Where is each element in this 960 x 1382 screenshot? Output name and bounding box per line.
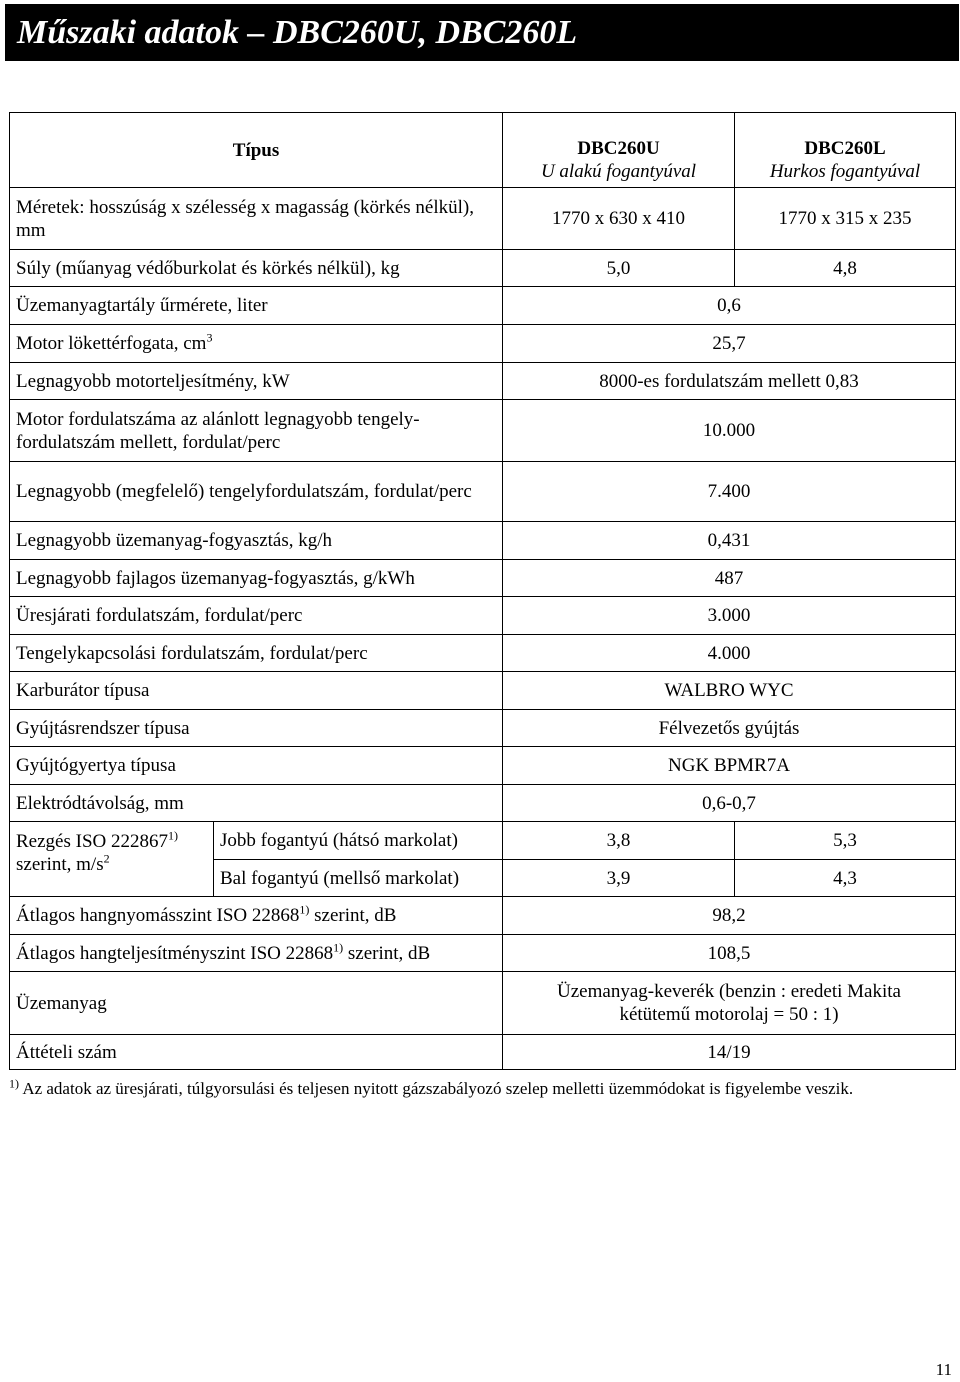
table-row bbox=[10, 287, 956, 325]
table-row bbox=[10, 250, 956, 287]
table-row bbox=[10, 363, 956, 400]
row-label: Méretek: hosszúság x szélesség x magasság (körkés nélkül), mm bbox=[10, 188, 503, 250]
table-row bbox=[10, 597, 956, 635]
row-value: NGK BPMR7A bbox=[503, 747, 956, 785]
row-value: 0,6 bbox=[503, 287, 956, 325]
row-value: 0,6-0,7 bbox=[503, 785, 956, 822]
table-row bbox=[10, 972, 956, 1035]
table-row bbox=[10, 935, 956, 972]
table-row bbox=[10, 1035, 956, 1070]
footnote-marker: 1) bbox=[9, 1076, 19, 1091]
table-row bbox=[10, 822, 956, 860]
vibration-front-u: 3,9 bbox=[503, 860, 735, 897]
vibration-front-label: Bal fogantyú (mellső markolat) bbox=[214, 860, 503, 897]
row-value: 487 bbox=[503, 560, 956, 597]
model-u: DBC260U bbox=[503, 113, 735, 160]
table-row bbox=[10, 462, 956, 522]
row-label: Motor fordulatszáma az alánlott legnagyobb tengely-fordulatszám mellett, fordulat/perc bbox=[10, 400, 503, 462]
type-label: Típus bbox=[10, 113, 503, 188]
row-value: 8000-es fordulatszám mellett 0,83 bbox=[503, 363, 956, 400]
row-value: 3.000 bbox=[503, 597, 956, 635]
row-value: WALBRO WYC bbox=[503, 672, 956, 710]
table-row bbox=[10, 710, 956, 747]
spec-table bbox=[9, 112, 956, 1070]
table-row bbox=[10, 897, 956, 935]
row-label: Üzemanyagtartály űrmérete, liter bbox=[10, 287, 503, 325]
row-label: Karburátor típusa bbox=[10, 672, 503, 710]
table-row bbox=[10, 785, 956, 822]
table-row bbox=[10, 188, 956, 250]
row-value-u: 1770 x 630 x 410 bbox=[503, 188, 735, 250]
footnote-text: Az adatok az üresjárati, túlgyorsulási és teljesen nyitott gázszabályozó szelep melletti üzemmódokat is figyelembe veszik. bbox=[22, 1079, 854, 1098]
table-row bbox=[10, 325, 956, 363]
row-label: Üzemanyag bbox=[10, 972, 503, 1035]
row-label: Áttételi szám bbox=[10, 1035, 503, 1070]
row-value: 10.000 bbox=[503, 400, 956, 462]
table-row bbox=[10, 522, 956, 560]
row-value: 98,2 bbox=[503, 897, 956, 935]
row-value-l: 1770 x 315 x 235 bbox=[735, 188, 956, 250]
model-l: DBC260L bbox=[735, 113, 956, 160]
row-label: Legnagyobb motorteljesítmény, kW bbox=[10, 363, 503, 400]
model-l-sub: Hurkos fogantyúval bbox=[735, 160, 956, 188]
row-value: 4.000 bbox=[503, 635, 956, 672]
row-label: Súly (műanyag védőburkolat és körkés nélkül), kg bbox=[10, 250, 503, 287]
row-value: 14/19 bbox=[503, 1035, 956, 1070]
row-value-u: 5,0 bbox=[503, 250, 735, 287]
table-row bbox=[10, 400, 956, 462]
row-label: Elektródtávolság, mm bbox=[10, 785, 503, 822]
vibration-front-l: 4,3 bbox=[735, 860, 956, 897]
table-row bbox=[10, 672, 956, 710]
table-row bbox=[10, 635, 956, 672]
row-label: Motor lökettérfogata, $cm^3$ bbox=[10, 325, 503, 363]
vibration-rear-u: 3,8 bbox=[503, 822, 735, 860]
row-label: Gyújtásrendszer típusa bbox=[10, 710, 503, 747]
row-value-l: 4,8 bbox=[735, 250, 956, 287]
table-row bbox=[10, 747, 956, 785]
vibration-rear-label: Jobb fogantyú (hátsó markolat) bbox=[214, 822, 503, 860]
table-row bbox=[10, 560, 956, 597]
row-label: Legnagyobb fajlagos üzemanyag-fogyasztás, g/kWh bbox=[10, 560, 503, 597]
row-value: Üzemanyag-keverék (benzin : eredeti Makita kétütemű motorolaj = 50 : 1) bbox=[503, 972, 956, 1035]
row-label: Átlagos hangnyomásszint ISO 22868$^{1)}$ szerint, dB bbox=[10, 897, 503, 935]
vibration-rear-l: 5,3 bbox=[735, 822, 956, 860]
row-value: 108,5 bbox=[503, 935, 956, 972]
row-value: Félvezetős gyújtás bbox=[503, 710, 956, 747]
row-label: Tengelykapcsolási fordulatszám, fordulat/perc bbox=[10, 635, 503, 672]
row-value: 7.400 bbox=[503, 462, 956, 522]
vibration-label: Rezgés ISO 222867$^{1)}$ szerint, $m/s^2$ bbox=[10, 822, 214, 897]
page-title: Műszaki adatok – DBC260U, DBC260L bbox=[5, 4, 959, 61]
row-label: Üresjárati fordulatszám, fordulat/perc bbox=[10, 597, 503, 635]
row-value: 25,7 bbox=[503, 325, 956, 363]
row-label: Gyújtógyertya típusa bbox=[10, 747, 503, 785]
footnote bbox=[9, 1078, 955, 1100]
table-header-row bbox=[10, 113, 956, 160]
model-u-sub: U alakú fogantyúval bbox=[503, 160, 735, 188]
row-label: Legnagyobb (megfelelő) tengelyfordulatszám, fordulat/perc bbox=[10, 462, 503, 522]
page-number: 11 bbox=[935, 1360, 952, 1379]
row-value: 0,431 bbox=[503, 522, 956, 560]
row-label: Átlagos hangteljesítményszint ISO 22868$^{1)}$ szerint, dB bbox=[10, 935, 503, 972]
row-label: Legnagyobb üzemanyag-fogyasztás, kg/h bbox=[10, 522, 503, 560]
